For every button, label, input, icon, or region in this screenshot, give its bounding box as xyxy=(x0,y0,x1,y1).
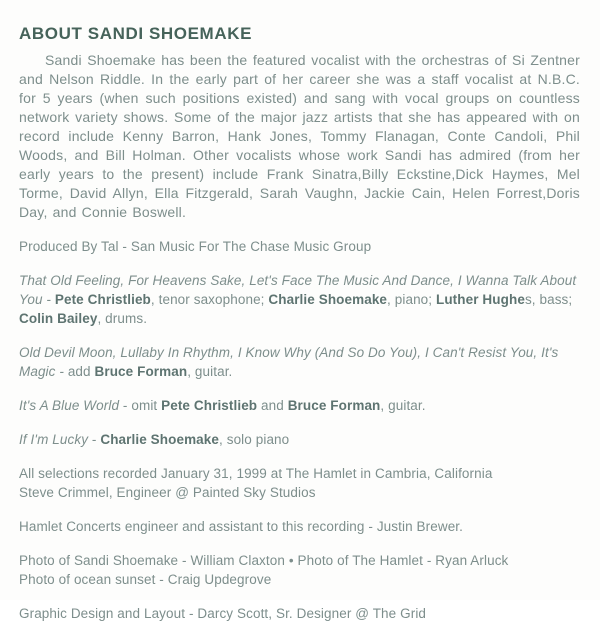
credits-blue-world xyxy=(19,396,580,415)
text-run-bold: Charlie Shoemake xyxy=(268,292,388,307)
text-run-bold: Colin Bailey xyxy=(19,311,98,326)
text-run-bold: Pete Christlieb xyxy=(161,398,258,413)
page-title: ABOUT SANDI SHOEMAKE xyxy=(19,24,253,43)
recording-info-line1: All selections recorded January 31, 1999 at The Hamlet in Cambria, California xyxy=(19,466,493,481)
text-run-bold: Bruce Forman xyxy=(287,398,381,413)
text-run-italic: That Old Feeling, For Heavens Sake, Let's Face The Music And Dance, I Wanna Talk About You - xyxy=(19,273,577,307)
text-run-regular: , guitar. xyxy=(187,364,233,379)
text-run-bold: Charlie Shoemake xyxy=(100,432,220,447)
text-run-italic: It's A Blue World xyxy=(19,398,120,413)
text-run-bold: Pete Christlieb xyxy=(54,292,151,307)
text-run-regular: - omit xyxy=(119,398,162,413)
text-run-regular: , guitar. xyxy=(380,398,426,413)
text-run-italic: If I'm Lucky xyxy=(19,432,89,447)
credits-add-guitar xyxy=(19,343,580,381)
text-run-bold: Luther Hughe xyxy=(435,292,525,307)
text-run-regular: , piano; xyxy=(387,292,436,307)
text-run-bold: Bruce Forman xyxy=(94,364,188,379)
text-run-regular: , tenor saxophone; xyxy=(150,292,269,307)
recording-info-line2: Steve Crimmel, Engineer @ Painted Sky Studios xyxy=(19,485,316,500)
photo-credits-line1: Photo of Sandi Shoemake - William Claxton • Photo of The Hamlet - Ryan Arluck xyxy=(19,553,509,568)
text-run-regular: and xyxy=(257,398,288,413)
text-run-regular: add xyxy=(67,364,95,379)
photo-credits-line2: Photo of ocean sunset - Craig Updegrove xyxy=(19,572,272,587)
credits-if-im-lucky xyxy=(19,430,580,449)
text-run-regular: , solo piano xyxy=(219,432,290,447)
text-run-regular: s, bass; xyxy=(524,292,573,307)
produced-by-line: Produced By Tal - San Music For The Chase Music Group xyxy=(19,239,372,254)
hamlet-engineer-credit: Hamlet Concerts engineer and assistant to this recording - Justin Brewer. xyxy=(19,519,464,534)
text-run-regular: - xyxy=(88,432,101,447)
design-credit: Graphic Design and Layout - Darcy Scott, Sr. Designer @ The Grid xyxy=(19,606,427,621)
photo-credits xyxy=(19,551,580,589)
text-run-italic: Old Devil Moon, Lullaby In Rhythm, I Know Why (And So Do You), I Can't Resist You, It's Magic - xyxy=(19,345,559,379)
credits-quartet xyxy=(19,271,580,328)
intro-paragraph: Sandi Shoemake has been the featured vocalist with the orchestras of Si Zentner and Nelson Riddle. In the early part of her career she was a staff vocalist at N.B.C. for 5 years (when such positions existed) and sang with vocal groups on countless network variety shows. Some of the major jazz artists that she has appeared with on record include Kenny Barron, Hank Jones, Tommy Flanagan, Conte Candoli, Phil Woods, and Bill Holman. Other vocalists whose work Sandi has admired (from her early years to the present) include Frank Sinatra,Billy Eckstine,Dick Haymes, Mel Torme, David Allyn, Ella Fitzgerald, Sarah Vaughn, Jackie Cain, Helen Forrest,Doris Day, and Connie Boswell. xyxy=(19,52,580,220)
text-run-regular: , drums. xyxy=(97,311,148,326)
recording-info xyxy=(19,464,580,502)
